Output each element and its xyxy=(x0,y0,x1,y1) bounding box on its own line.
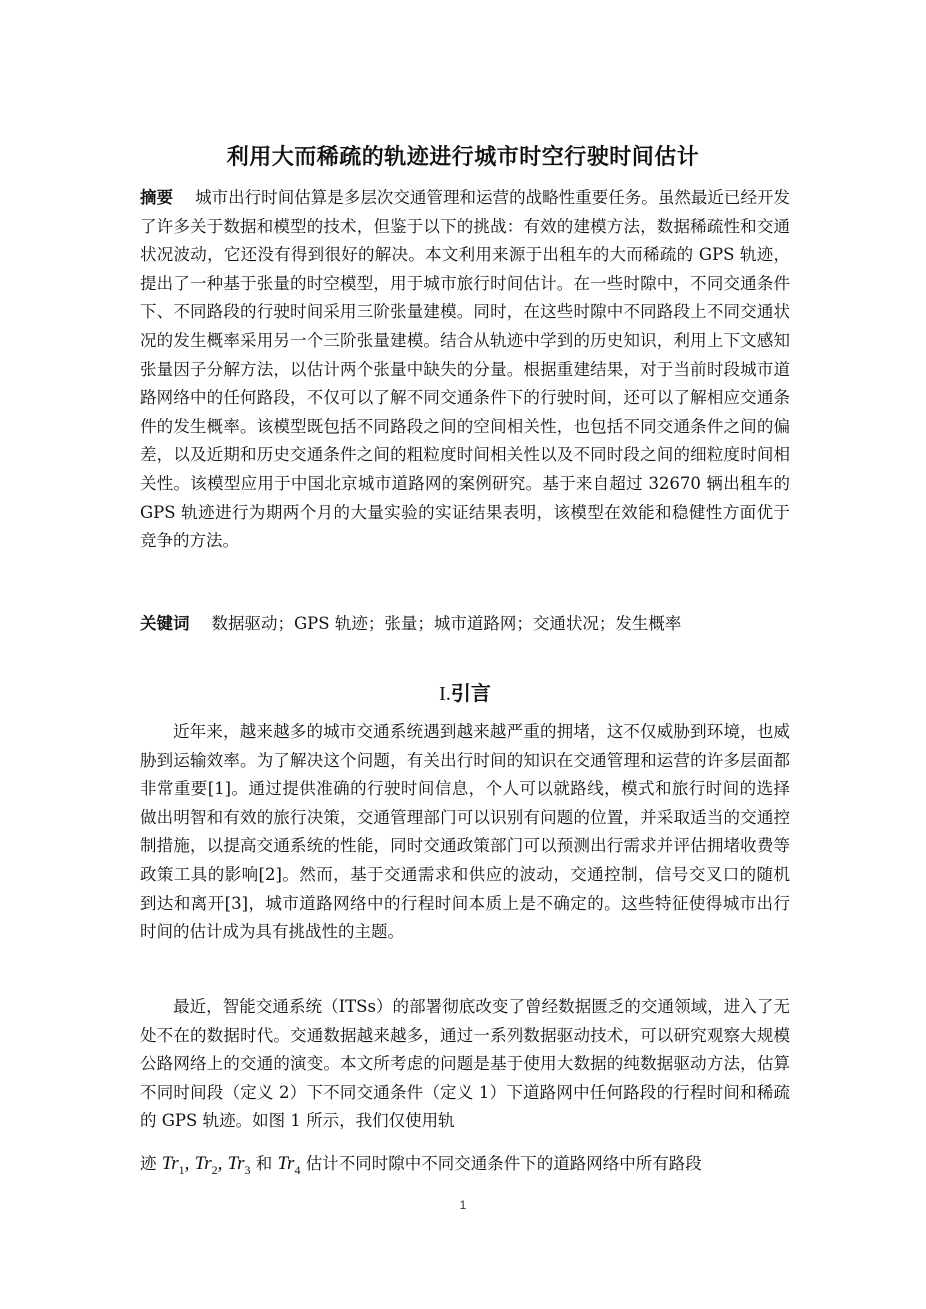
trajectory-suffix: 估计不同时隙中不同交通条件下的道路网络中所有路段 xyxy=(305,1154,702,1173)
paper-title: 利用大而稀疏的轨迹进行城市时空行驶时间估计 xyxy=(226,145,700,170)
trajectory-connector: 和 xyxy=(255,1154,273,1173)
trajectory-line: 迹 $Tr_1$, $Tr_2$, $Tr_3$ 和 $Tr_4$ 估计不同时隙中不同交通条件下的道路网络中所有路段 xyxy=(140,1153,702,1177)
intro-paragraph-1: 近年来，越来越多的城市交通系统遇到越来越严重的拥堵，这不仅威胁到环境，也威胁到运输效率。为了解决这个问题，有关出行时间的知识在交通管理和运营的许多层面都非常重要[1]。通过提供准确的行驶时间信息，个人可以就路线，模式和旅行时间的选择做出明智和有效的旅行决策，交通管理部门可以识别有问题的位置，并采取适当的交通控制措施，以提高交通系统的性能，同时交通政策部门可以预测出行需求并评估拥堵收费等政策工具的影响[2]。然而，基于交通需求和供应的波动，交通控制，信号交叉口的随机到达和离开[3]，城市道路网络中的行程时间本质上是不确定的。这些特征使得城市出行时间的估计成为具有挑战性的主题。 xyxy=(140,722,790,942)
intro-paragraph-2: 最近，智能交通系统（ITSs）的部署彻底改变了曾经数据匮乏的交通领域，进入了无处不在的数据时代。交通数据越来越多，通过一系列数据驱动技术，可以研究观察大规模公路网络上的交通的演变。本文所考虑的问题是基于使用大数据的纯数据驱动方法，估算不同时间段（定义 2）下不同交通条件（定义 1）下道路网中任何路段的行程时间和稀疏的 GPS 轨迹。如图 1 所示，我们仅使用轨 xyxy=(140,997,790,1131)
trajectory-var-2: $Tr_2$ xyxy=(194,1153,218,1177)
trajectory-var-3: $Tr_3$ xyxy=(227,1153,251,1177)
section-heading xyxy=(140,677,790,706)
abstract xyxy=(140,184,790,556)
page-number: 1 xyxy=(459,1198,467,1212)
keywords-label: 关键词 xyxy=(140,614,190,633)
abstract-text: 城市出行时间估算是多层次交通管理和运营的战略性重要任务。虽然最近已经开发了许多关于数据和模型的技术，但鉴于以下的挑战：有效的建模方法，数据稀疏性和交通状况波动，它还没有得到很好的解决。本文利用来源于出租车的大而稀疏的 GPS 轨迹，提出了一种基于张量的时空模型，用于城市旅行时间估计。在一些时隙中，不同交通条件下、不同路段的行驶时间采用三阶张量建模。同时，在这些时隙中不同路段上不同交通状况的发生概率采用另一个三阶张量建模。结合从轨迹中学到的历史知识，利用上下文感知张量因子分解方法，以估计两个张量中缺失的分量。根据重建结果，对于当前时段城市道路网络中的任何路段，不仅可以了解不同交通条件下的行驶时间，还可以了解相应交通条件的发生概率。该模型既包括不同路段之间的空间相关性，也包括不同交通条件之间的偏差，以及近期和历史交通条件之间的粗粒度时间相关性以及不同时段之间的细粒度时间相关性。该模型应用于中国北京城市道路网的案例研究。基于来自超过 32670 辆出租车的 GPS 轨迹进行为期两个月的大量实验的实证结果表明，该模型在效能和稳健性方面优于竞争的方法。 xyxy=(140,188,791,551)
section-title: 引言 xyxy=(450,681,491,705)
trajectory-var-4: $Tr_4$ xyxy=(277,1153,301,1177)
section-number: I. xyxy=(439,683,451,705)
keywords-text: 数据驱动；GPS 轨迹；张量；城市道路网；交通状况；发生概率 xyxy=(211,614,682,633)
trajectory-prefix: 迹 xyxy=(140,1154,157,1173)
abstract-label: 摘要 xyxy=(140,188,174,207)
trajectory-var-1: $Tr_1$ xyxy=(161,1153,185,1177)
keywords xyxy=(140,610,790,639)
